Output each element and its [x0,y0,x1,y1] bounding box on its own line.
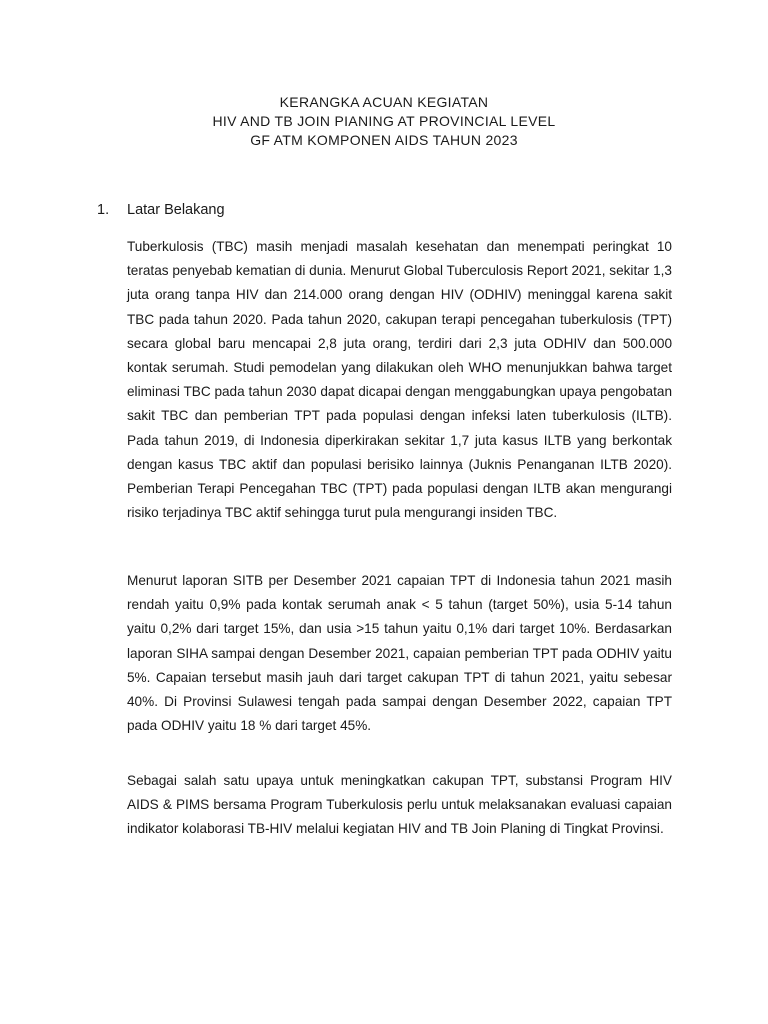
section-heading-text: Latar Belakang [127,202,225,218]
document-title [0,93,768,150]
title-line-3: GF ATM KOMPONEN AIDS TAHUN 2023 [250,132,518,148]
section-number: 1. [97,202,110,218]
section-heading [97,200,225,220]
title-line-2: HIV AND TB JOIN PIANING AT PROVINCIAL LEVEL [212,113,556,129]
paragraph-2: Menurut laporan SITB per Desember 2021 capaian TPT di Indonesia tahun 2021 masih rendah yaitu 0,9% pada kontak serumah anak < 5 tahun (target 50%), usia 5-14 tahun yaitu 0,2% dari target 15%, dan usia >15 tahun yaitu 0,1% dari target 10%. Berdasarkan laporan SIHA sampai dengan Desember 2021, capaian pemberian TPT pada ODHIV yaitu 5%. Capaian tersebut masih jauh dari target cakupan TPT di tahun 2021, yaitu sebesar 40%. Di Provinsi Sulawesi tengah pada sampai dengan Desember 2022, capaian TPT pada ODHIV yaitu 18 % dari target 45%. [127,573,672,734]
paragraph-1: Tuberkulosis (TBC) masih menjadi masalah kesehatan dan menempati peringkat 10 teratas penyebab kematian di dunia. Menurut Global Tuberculosis Report 2021, sekitar 1,3 juta orang tanpa HIV dan 214.000 orang dengan HIV (ODHIV) meninggal karena sakit TBC pada tahun 2020. Pada tahun 2020, cakupan terapi pencegahan tuberkulosis (TPT) secara global baru mencapai 2,8 juta orang, terdiri dari 2,3 juta ODHIV dan 500.000 kontak serumah. Studi pemodelan yang dilakukan oleh WHO menunjukkan bahwa target eliminasi TBC pada tahun 2030 dapat dicapai dengan menggabungkan upaya pengobatan sakit TBC dan pemberian TPT pada populasi dengan infeksi laten tuberkulosis (ILTB). Pada tahun 2019, di Indonesia diperkirakan sekitar 1,7 juta kasus ILTB yang berkontak dengan kasus TBC aktif dan populasi berisiko lainnya (Juknis Penanganan ILTB 2020). Pemberian Terapi Pencegahan TBC (TPT) pada populasi dengan ILTB akan mengurangi risiko terjadinya TBC aktif sehingga turut pula mengurangi insiden TBC. [127,239,672,521]
title-line-1: KERANGKA ACUAN KEGIATAN [279,94,489,110]
paragraph-3: Sebagai salah satu upaya untuk meningkatkan cakupan TPT, substansi Program HIV AIDS & PIMS bersama Program Tuberkulosis perlu untuk melaksanakan evaluasi capaian indikator kolaborasi TB-HIV melalui kegiatan HIV and TB Join Planing di Tingkat Provinsi. [127,773,672,837]
